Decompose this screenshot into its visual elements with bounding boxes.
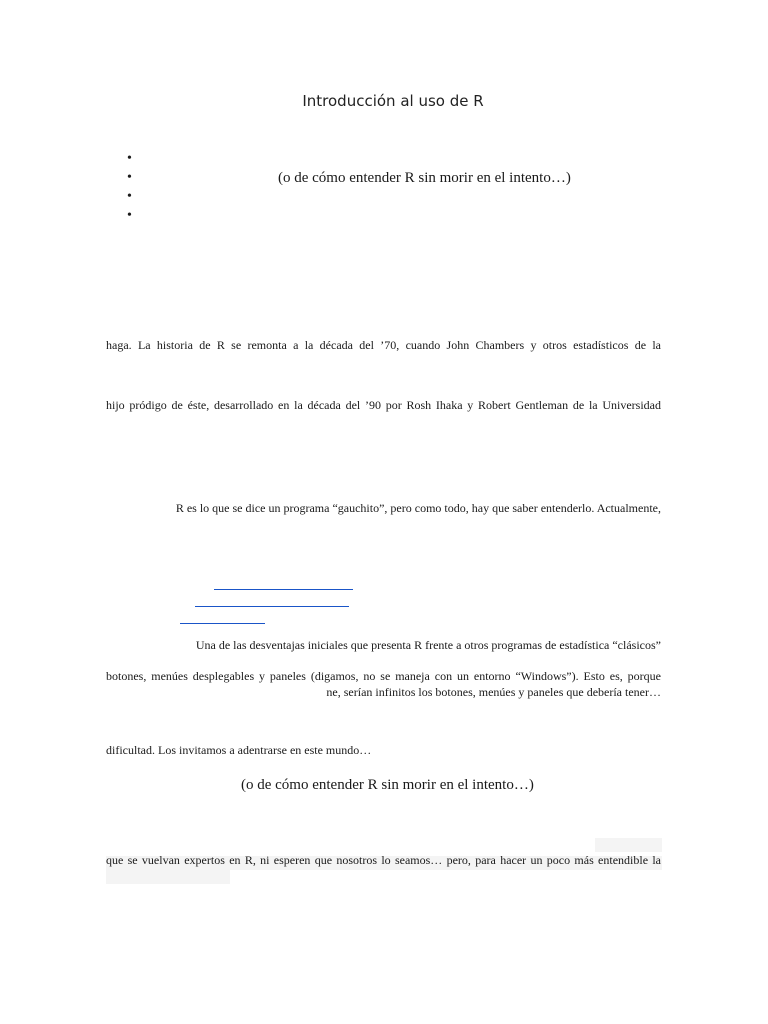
hyperlink-underline[interactable] [195,606,349,607]
paragraph-line: botones, menúes desplegables y paneles (digamos, no se maneja con un entorno “Windows”). Esto es, porque [106,669,661,683]
text-highlight [595,838,662,852]
hyperlink-underline[interactable] [180,623,265,624]
document-title: Introducción al uso de R [302,92,484,110]
hyperlink-underline[interactable] [214,589,353,590]
paragraph-line: ne, serían infinitos los botones, menúes y paneles que debería tener… [326,685,661,699]
text-highlight [106,870,230,884]
paragraph-line: que se vuelvan expertos en R, ni esperen que nosotros lo seamos… pero, para hacer un poco más entendible la [106,853,661,867]
bullet-marker: • [127,170,132,185]
bullet-marker: • [127,189,132,204]
subtitle: (o de cómo entender R sin morir en el intento…) [278,170,571,186]
paragraph-line: haga. La historia de R se remonta a la década del ’70, cuando John Chambers y otros estadísticos de la [106,338,661,352]
paragraph-line: Una de las desventajas iniciales que presenta R frente a otros programas de estadística “clásicos” [195,638,661,652]
subtitle-repeat: (o de cómo entender R sin morir en el intento…) [241,777,534,793]
bullet-marker: • [127,151,132,166]
paragraph-line: R es lo que se dice un programa “gauchito”, pero como todo, hay que saber entenderlo. Actualmente, [175,501,661,515]
paragraph-line: hijo pródigo de éste, desarrollado en la década del ’90 por Rosh Ihaka y Robert Gentleman de la Universidad [106,398,661,412]
paragraph-line: dificultad. Los invitamos a adentrarse en este mundo… [106,743,372,757]
bullet-marker: • [127,208,132,223]
